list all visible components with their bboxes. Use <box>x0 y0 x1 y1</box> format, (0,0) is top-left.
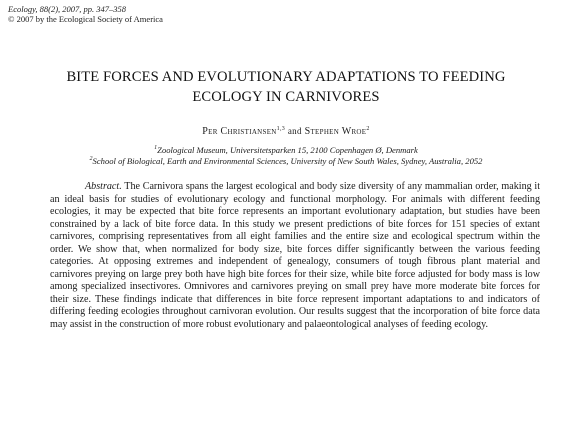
author-name: Per Christiansen <box>202 126 277 137</box>
affiliation-text: Zoological Museum, Universitetsparken 15, 2100 Copenhagen Ø, Denmark <box>157 145 418 155</box>
author-affiliation-mark: 2 <box>366 126 370 132</box>
copyright-notice: © 2007 by the Ecological Society of America <box>8 14 163 24</box>
affiliation-mark: 2 <box>89 156 93 162</box>
author-name: Stephen Wroe <box>304 126 367 137</box>
abstract-text: The Carnivora spans the largest ecological and body size diversity of any mammalian order, making it an ideal basis for studies of evolutionary ecology and functional morphology. For animals with different feeding ecologies, it may be expected that bite force represents an important evolutionary adaptation, but studies have been constrained by a lack of bite force data. In this study we present predictions of bite forces for 151 species of extant carnivores, comprising representatives from all eight families and the entire size and ecological spectrum within the order. We show that, when normalized for body size, bite forces differ significantly between the various feeding categories. At opposing extremes and independent of genealogy, consumers of tough fibrous plant material and carnivores preying on large prey both have high bite forces for their size, while bite force adjusted for body mass is low among specialized insectivores. Omnivores and carnivores preying on small prey have more moderate bite forces for their size. These findings indicate that differences in bite force represent important adaptations to and indicators of differing feeding ecologies throughout carnivoran evolution. Our results suggest that the incorporation of bite force data may assist in the construction of more robust evolutionary and palaeontological analyses of feeding ecology. <box>50 181 541 331</box>
abstract-label: Abstract. <box>85 181 122 192</box>
affiliation-mark: 1 <box>154 145 158 151</box>
title-line-1: BITE FORCES AND EVOLUTIONARY ADAPTATIONS TO FEEDING <box>66 69 506 85</box>
journal-header <box>8 4 163 24</box>
affiliation-2 <box>0 154 572 167</box>
paper-title <box>0 67 572 107</box>
title-line-2: ECOLOGY IN CARNIVORES <box>192 89 380 105</box>
affiliation-text: School of Biological, Earth and Environmental Sciences, University of New South Wales, Sydney, Australia, 2052 <box>92 156 483 166</box>
journal-citation: Ecology, 88(2), 2007, pp. 347–358 <box>8 4 127 14</box>
author-conjunction: and <box>287 126 302 136</box>
abstract-paragraph <box>50 181 540 332</box>
author-line <box>0 123 572 138</box>
author-affiliation-mark: 1,3 <box>276 126 286 132</box>
